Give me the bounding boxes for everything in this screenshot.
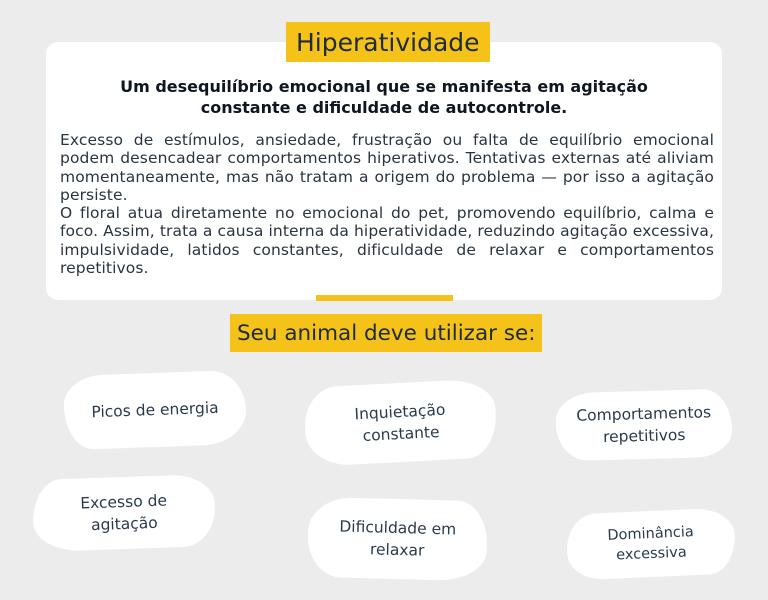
body-paragraph: Excesso de estímulos, ansiedade, frustração ou falta de equilíbrio emocional podem desencadear comportamentos hiperativos. Tentativas externas até aliviam momentaneamente, mas não tratam a origem do problema — por isso a agitação persiste. (60, 131, 714, 204)
card-body (60, 131, 714, 277)
symptom-dificuldade-em-relaxar (307, 497, 488, 582)
symptom-inquietacao-constante (303, 378, 498, 467)
symptom-comportamentos-repetitivos (555, 389, 733, 462)
symptom-label: Comportamentos repetitivos (576, 403, 712, 447)
accent-divider (316, 295, 453, 301)
symptom-label: Inquietação constante (354, 400, 446, 445)
symptom-label: Dominância excessiva (607, 524, 695, 564)
symptom-label: Dificuldade em relaxar (339, 517, 457, 560)
symptom-dominancia-excessiva (566, 507, 737, 580)
page-title: Hiperatividade (286, 22, 490, 62)
body-paragraph: O floral atua diretamente no emocional do pet, promovendo equilíbrio, calma e foco. Assim, trata a causa interna da hiperatividade, reduzindo agitação excessiva, impulsividade, latidos constantes, dificuldade de relaxar e comportamentos repetitivos. (60, 204, 714, 278)
symptom-label: Excesso de agitação (79, 491, 168, 535)
symptom-label: Picos de energia (91, 398, 219, 422)
symptom-excesso-de-agitacao (32, 474, 216, 552)
symptom-picos-de-energia (63, 370, 247, 450)
card-subtitle: Um desequilíbrio emocional que se manifesta em agitação constante e dificuldade de autocontrole. (120, 77, 648, 117)
section-title: Seu animal deve utilizar se: (230, 314, 542, 352)
